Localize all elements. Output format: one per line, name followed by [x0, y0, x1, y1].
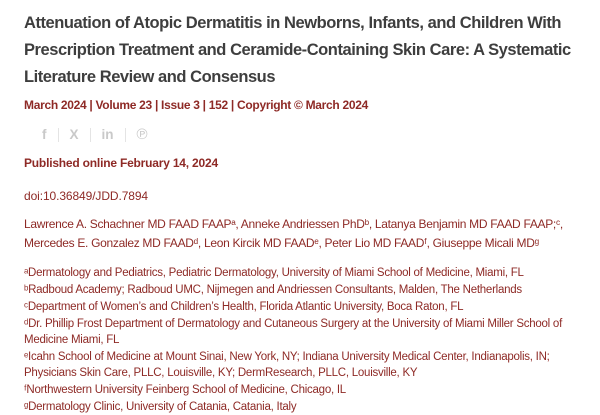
share-linkedin-button[interactable]	[91, 126, 125, 143]
doi-line: doi:10.36849/JDD.7894	[24, 189, 148, 203]
x-icon: X	[69, 127, 79, 142]
affiliation-line: ᵉIcahn School of Medicine at Mount Sinai, New York, NY; Indiana University Medical Center, Indianapolis, IN; Physicians Skin Care, PLLC, Louisville, KY; DermResearch, PLLC, Louisville, KY	[24, 351, 550, 379]
share-facebook-button[interactable]	[31, 126, 58, 143]
affiliation-line: ᵍDermatology Clinic, University of Catania, Catania, Italy	[24, 401, 297, 413]
linkedin-icon: in	[101, 127, 114, 142]
social-share-row	[31, 126, 576, 143]
affiliation-line: ᵇRadboud Academy; Radboud UMC, Nijmegen and Andriessen Consultants, Malden, The Netherlands	[24, 284, 522, 296]
published-online-line: Published online February 14, 2024	[24, 156, 218, 170]
share-pinterest-button[interactable]	[126, 126, 159, 143]
affiliation-line: ᵃDermatology and Pediatrics, Pediatric Dermatology, University of Miami School of Medicine, Miami, FL	[24, 267, 524, 279]
facebook-icon: f	[42, 127, 47, 142]
pinterest-icon: ℗	[136, 126, 148, 143]
affiliation-line: ᵈDr. Phillip Frost Department of Dermatology and Cutaneous Surgery at the University of Miami Miller School of Medicine Miami, FL	[24, 318, 563, 346]
authors-line: Lawrence A. Schachner MD FAAD FAAPᵃ, Anneke Andriessen PhDᵇ, Latanya Benjamin MD FAAD FAAP;ᶜ, Mercedes E. Gonzalez MD FAADᵈ, Leon Kircik MD FAADᵉ, Peter Lio MD FAADᶠ, Giuseppe Micali MDᵍ	[24, 217, 563, 250]
affiliation-line: ᶠNorthwestern University Feinberg School of Medicine, Chicago, IL	[24, 384, 346, 396]
issue-citation-line: March 2024 | Volume 23 | Issue 3 | 152 | Copyright © March 2024	[24, 98, 368, 112]
share-x-button[interactable]	[59, 126, 90, 143]
affiliations-block	[24, 265, 576, 415]
affiliation-line: ᶜDepartment of Women’s and Children’s Health, Florida Atlantic University, Boca Raton, FL	[24, 301, 464, 313]
article-title: Attenuation of Atopic Dermatitis in Newborns, Infants, and Children With Prescription Treatment and Ceramide-Containing Skin Care: A Systematic Literature Review and Consensus	[24, 14, 571, 86]
